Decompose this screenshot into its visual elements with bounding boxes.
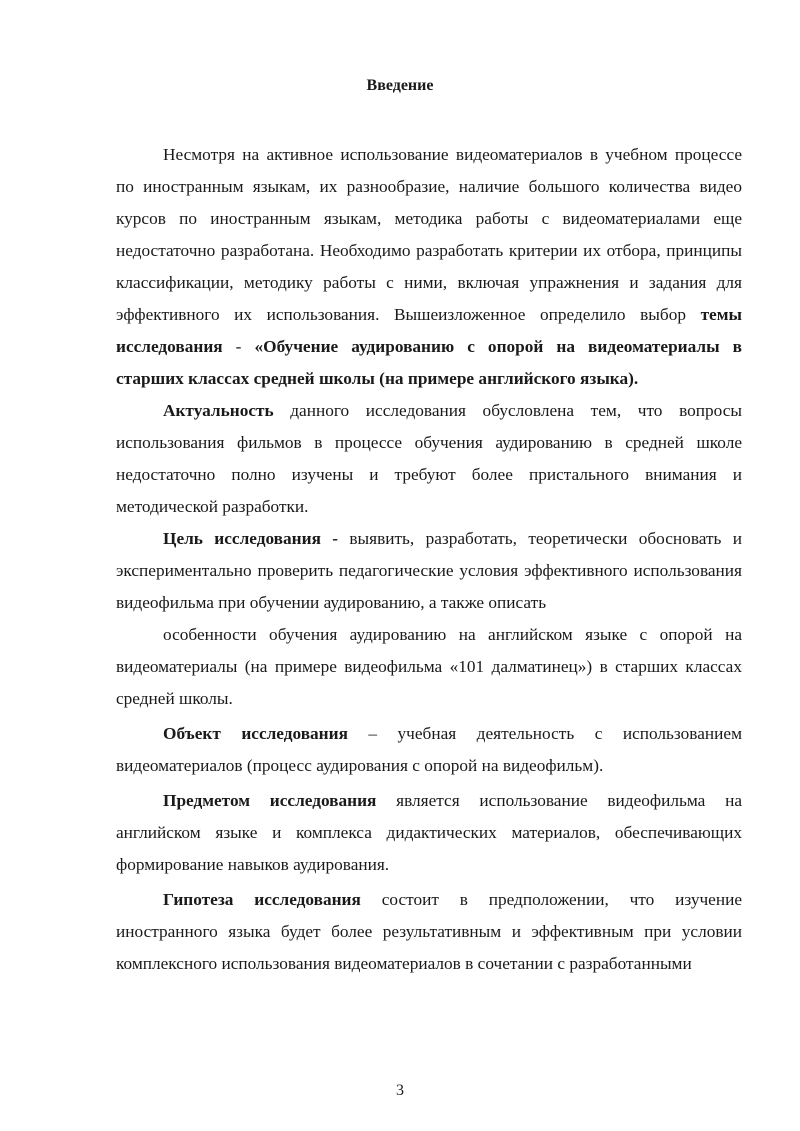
paragraph-topic [116, 139, 742, 395]
paragraph-text: состоит в предположении, что изучение иностранного языка будет более результативным и эффективным при условии комплексного использования видеоматериалов в сочетании с разработанными [116, 890, 742, 973]
paragraph-text: выявить, разработать, теоретически обосновать и экспериментально проверить педагогические условия эффективного использования видеофильма при обучении аудированию, а также описать [116, 529, 742, 612]
paragraph-hypothesis [116, 884, 742, 980]
bold-term: Цель исследования - [163, 529, 339, 548]
paragraph-text: особенности обучения аудированию на английском языке с опорой на видеоматериалы (на примере видеофильма «101 далматинец») в старших классах средней школы. [116, 625, 742, 708]
paragraph-relevance [116, 395, 742, 523]
page-title: Введение [366, 77, 434, 94]
paragraph-text: – учебная деятельность с использованием видеоматериалов (процесс аудирования с опорой на видеофильм). [116, 724, 742, 775]
research-topic-title: «Обучение аудированию с опорой на видеоматериалы в старших классах средней школы (на примере английского языка). [116, 337, 743, 388]
bold-term: Актуальность [163, 401, 274, 420]
paragraph-goal [116, 523, 742, 619]
bold-term: темы исследования [116, 305, 742, 356]
paragraph-text: - [222, 337, 255, 356]
paragraph-goal-continued [116, 619, 742, 715]
paragraph-text: Несмотря на активное использование видеоматериалов в учебном процессе по иностранным языкам, их разнообразие, наличие большого количества видео курсов по иностранным языкам, методика работы с видеоматериалами еще недостаточно разработана. Необходимо разработать критерии их отбора, принципы классификации, методику работы с ними, включая упражнения и задания для эффективного их использования. Вышеизложенное определило выбор [116, 145, 742, 324]
paragraph-text: является использование видеофильма на английском языке и комплекса дидактических материалов, обеспечивающих формирование навыков аудирования. [116, 791, 743, 874]
paragraph-text: данного исследования обусловлена тем, что вопросы использования фильмов в процессе обучения аудированию в средней школе недостаточно полно изучены и требуют более пристального внимания и методической разработки. [116, 401, 742, 516]
page-number: 3 [396, 1082, 404, 1099]
document-body [116, 139, 742, 980]
paragraph-object [116, 718, 742, 782]
paragraph-subject [116, 785, 742, 881]
bold-term: Предметом исследования [163, 791, 377, 810]
bold-term: Гипотеза исследования [163, 890, 361, 909]
bold-term: Объект исследования [163, 724, 348, 743]
